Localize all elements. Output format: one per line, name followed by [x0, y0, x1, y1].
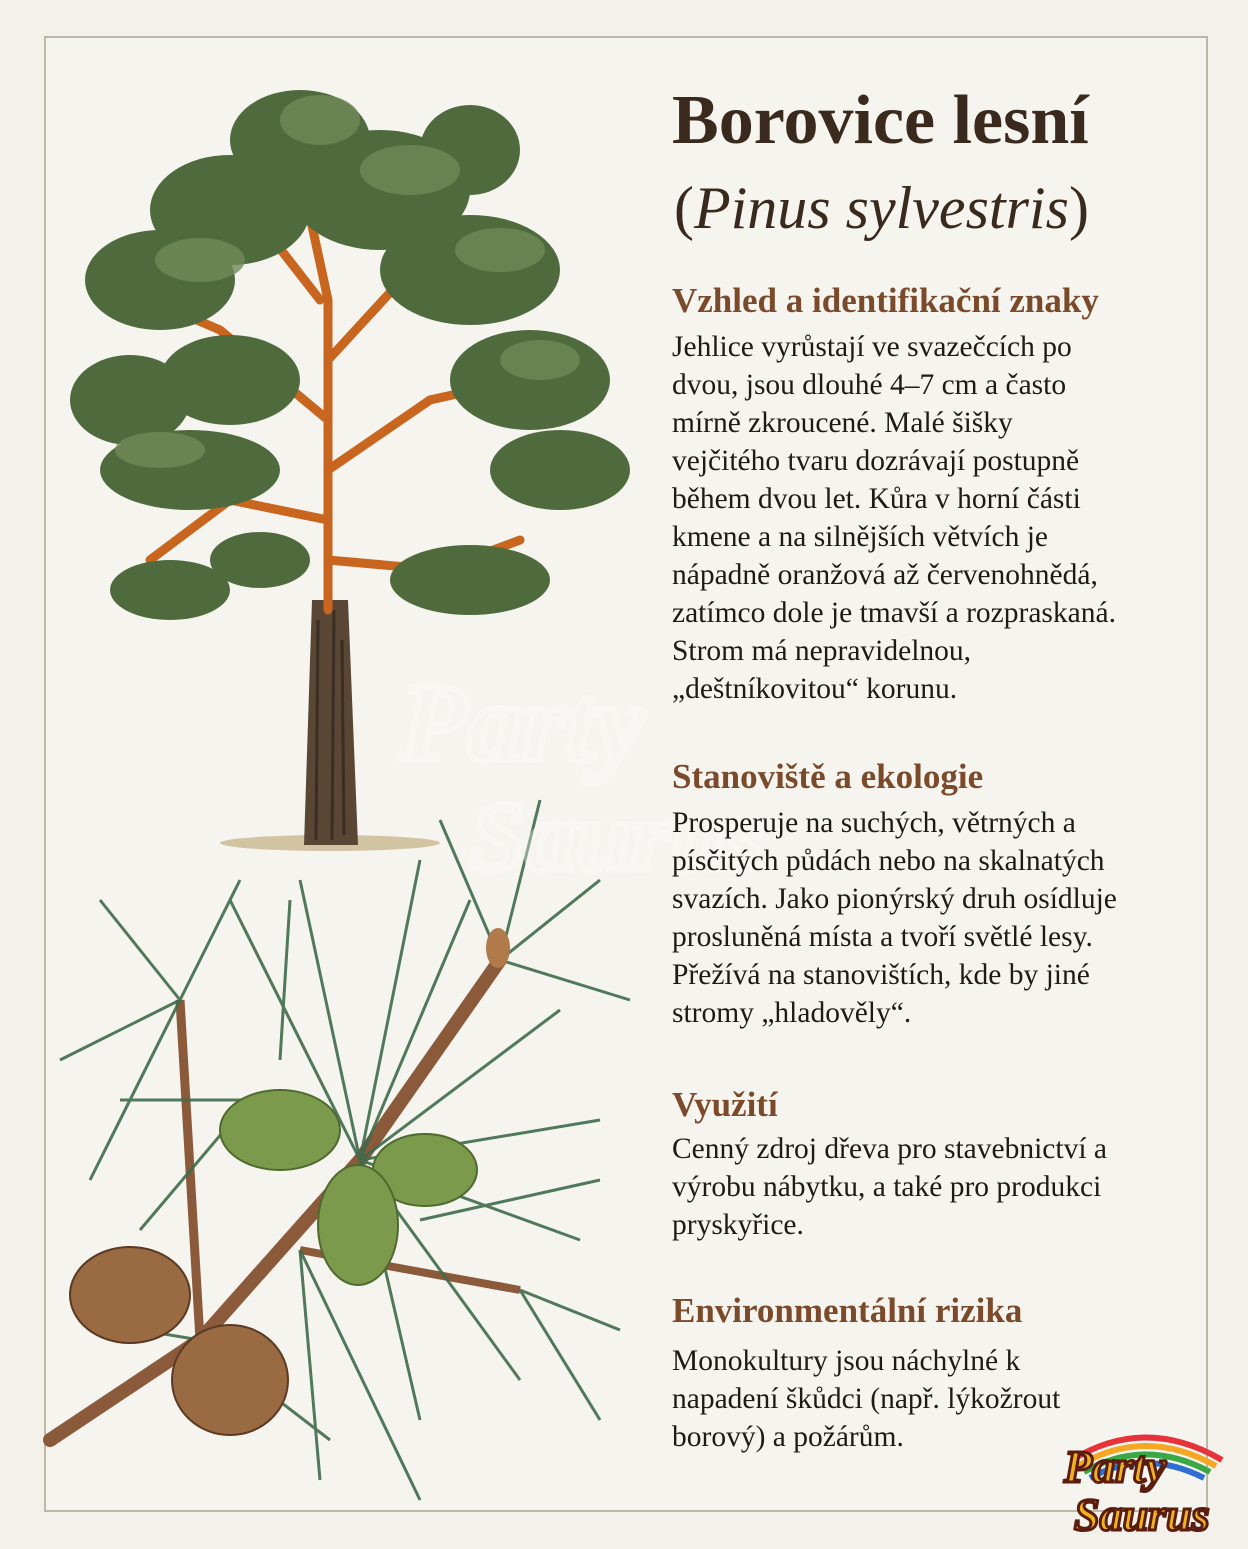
section-heading-appearance: Vzhled a identifikační znaky: [672, 281, 1099, 320]
section-text-risks: Monokultury jsou náchylné k napadení škůdci (např. lýkožrout borový) a požárům.: [672, 1345, 1061, 1453]
section-text-use: Cenný zdroj dřeva pro stavebnictví a výrobu nábytku, a také pro produkci pryskyřice.: [672, 1133, 1107, 1241]
pine-branch-illustration: [50, 800, 630, 1500]
brand-logo: [1052, 1420, 1238, 1540]
svg-text:Party: Party: [1064, 1441, 1167, 1492]
page-subtitle: (Pinus sylvestris): [674, 175, 1089, 241]
section-heading-risks: Environmentální rizika: [672, 1291, 1023, 1330]
svg-text:Saurus: Saurus: [470, 781, 765, 892]
section-heading-habitat: Stanoviště a ekologie: [672, 757, 984, 796]
page-title: Borovice lesní: [672, 82, 1089, 159]
section-heading-use: Využití: [672, 1085, 778, 1124]
section-text-habitat: Prosperuje na suchých, větrných a písčitých půdách nebo na skalnatých svazích. Jako pionýrský druh osídluje prosluněná místa a tvoří světlé lesy. Přežívá na stanovištích, kde by jiné stromy „hladověly“.: [672, 807, 1117, 1029]
svg-text:Saurus: Saurus: [1074, 1489, 1210, 1540]
latin-name: Pinus sylvestris: [693, 175, 1069, 241]
svg-text:Party: Party: [400, 662, 645, 784]
section-text-appearance: Jehlice vyrůstají ve svazečcích po dvou, jsou dlouhé 4–7 cm a často mírně zkroucené. Malé šišky vejčitého tvaru dozrávají postupně během dvou let. Kůra v horní části kmene a na silnějších větvích je nápadně oranžová až červenohnědá, zatímco dole je tmavší a rozpraskaná. Strom má nepravidelnou, „deštníkovitou“ korunu.: [672, 331, 1116, 705]
